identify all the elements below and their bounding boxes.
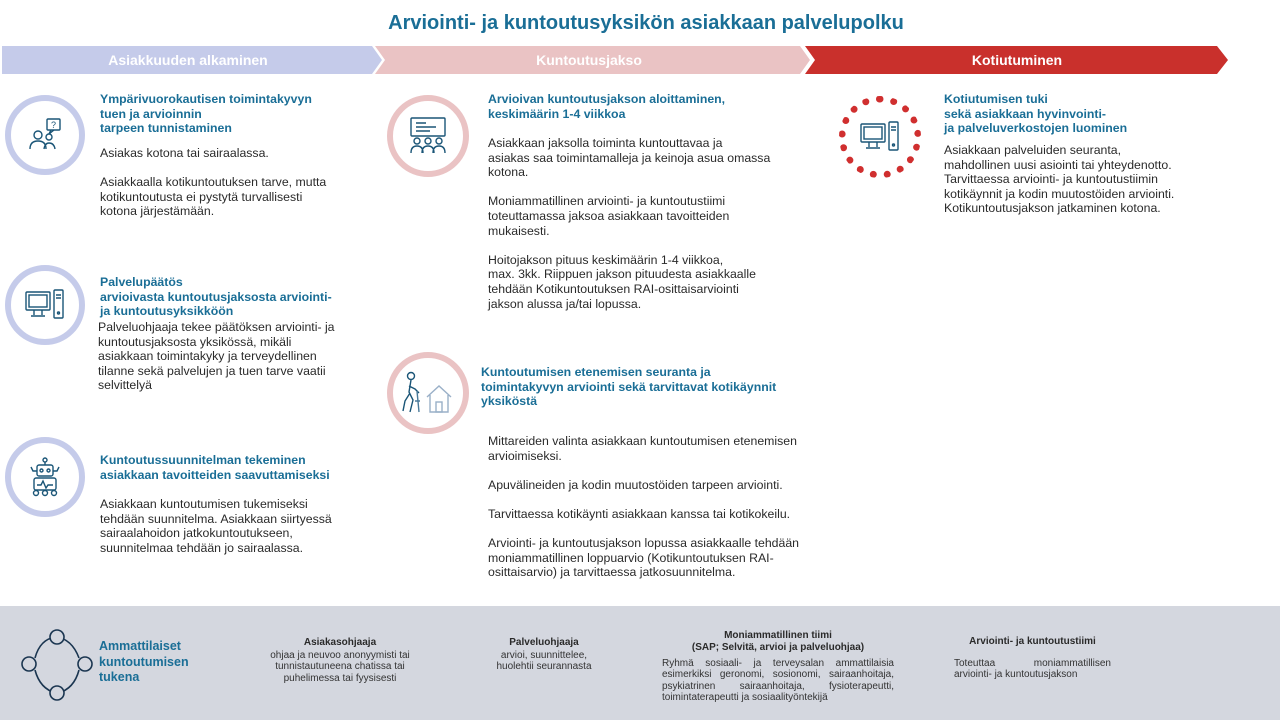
step-3-circle [5, 437, 85, 517]
step-4-circle [387, 95, 469, 177]
person-question-icon [25, 115, 65, 155]
role-1-name: Asiakasohjaaja [303, 637, 377, 648]
role-2-name: Palveluohjaaja [509, 637, 579, 648]
step-5-body: Mittareiden valinta asiakkaan kuntoutumisen etenemisen arvioimiseksi. Apuvälineiden ja kodin muutostöiden tarpeen arviointi. Tarvittaessa kotikäynti asiakkaan kanssa tai kotikokeilu. Arviointi- ja kuntoutusjakson lopussa asiakkaalle tehdään moniammatillinen loppuarvio (Kotikuntoutuksen RAI- osittaisarvio) ja tarvittaessa jatkosuunnitelma. [488, 434, 800, 580]
presentation-group-icon [407, 116, 449, 156]
walker-home-icon [401, 371, 455, 415]
network-icon [18, 628, 96, 702]
step-1-body: Asiakas kotona tai sairaalassa. Asiakkaalla kotikuntoutuksen tarve, mutta kotikuntoutusta ei pystytä turvallisesti kotona järjestämään. [100, 146, 327, 219]
robot-icon [25, 456, 65, 498]
footer-title: Ammattilaiset kuntoutumisen tukena [99, 639, 189, 684]
step-4-body: Asiakkaan jaksolla toiminta kuntouttavaa ja asiakas saa toimintamalleja ja keinoja asua omassa kotona. Moniammatillinen arviointi- ja kuntoutustiimi toteuttamassa jaksoa asiakkaan tavoitteiden mukaisesti. Hoitojakson pituus keskimäärin 1-4 viikkoa, max. 3kk. Riippuen jakson pituudesta asiakkaalle tehdään Kotikuntoutuksen RAI-osittaisarviointi jakson alussa ja/tai lopussa. [488, 136, 771, 311]
phase-label-3: Kotiutuminen [971, 52, 1063, 68]
role-1-desc: ohjaa ja neuvoo anonyymisti tai tunnistautuneena chatissa tai puhelimessa tai fyysisesti [270, 650, 410, 684]
step-2-heading: Palvelupäätös arvioivasta kuntoutusjaksosta arviointi- ja kuntoutusyksikköön [100, 275, 332, 319]
role-3-desc: Ryhmä sosiaali- ja terveysalan ammattilaisia esimerkiksi geronomi, sosionomi, sairaanhoitaja, psykiatrinen sairaanhoitaja, fysioterapeutti, toimintaterapeutti ja sosiaalityöntekijä [662, 658, 894, 703]
step-6-body: Asiakkaan palveluiden seuranta, mahdollinen uusi asiointi tai yhteydenotto. Tarvittaessa arviointi- ja kuntoutustiimin kotikäynnit ja kodin muutostöiden arviointi. Kotikuntoutusjakson jatkaminen kotona. [944, 143, 1175, 216]
computer-icon [24, 288, 66, 322]
page-title: Arviointi- ja kuntoutusyksikön asiakkaan palvelupolku [388, 12, 904, 34]
phase-label-2: Kuntoutusjakso [536, 52, 642, 68]
phase-label-1: Asiakkuuden alkaminen [108, 52, 268, 68]
step-6-heading: Kotiutumisen tuki sekä asiakkaan hyvinvointi- ja palveluverkostojen luominen [944, 92, 1128, 136]
step-2-body: Palveluohjaaja tekee päätöksen arviointi- ja kuntoutusjaksosta yksikössä, mikäli asiakkaan toimintakyky ja terveydellinen tilanne sekä palvelujen ja tuen tarve vaatii selvittelyä [98, 320, 335, 393]
step-1-circle [5, 95, 85, 175]
role-4-desc: Toteuttaa moniammatillisen arviointi- ja kuntoutusjakson [954, 658, 1111, 681]
step-1-heading: Ympärivuorokautisen toimintakyvyn tuen ja arvioinnin tarpeen tunnistaminen [100, 92, 312, 136]
role-4-name: Arviointi- ja kuntoutustiimi [969, 636, 1096, 647]
step-4-heading: Arvioivan kuntoutusjakson aloittaminen, keskimäärin 1-4 viikkoa [488, 92, 726, 121]
step-5-heading: Kuntoutumisen etenemisen seuranta ja toimintakyvyn arviointi sekä tarvittavat kotikäynnit yksiköstä [481, 365, 777, 409]
step-3-body: Asiakkaan kuntoutumisen tukemiseksi tehdään suunnitelma. Asiakkaan siirtyessä sairaalahoidon jatkokuntoutukseen, suunnitelmaa tehdään jo sairaalassa. [100, 497, 332, 555]
step-3-heading: Kuntoutussuunnitelman tekeminen asiakkaan tavoitteiden saavuttamiseksi [100, 453, 330, 482]
svg-text:?: ? [51, 120, 57, 130]
footer-panel [0, 606, 1280, 720]
computer-icon [859, 120, 901, 154]
step-2-circle [5, 265, 85, 345]
step-6-circle [839, 96, 921, 178]
step-5-circle [387, 352, 469, 434]
role-2-desc: arvioi, suunnittelee, huolehtii seurannasta [496, 650, 592, 673]
role-3-name: Moniammatillinen tiimi (SAP; Selvitä, arvioi ja palveluohjaa) [691, 630, 865, 653]
